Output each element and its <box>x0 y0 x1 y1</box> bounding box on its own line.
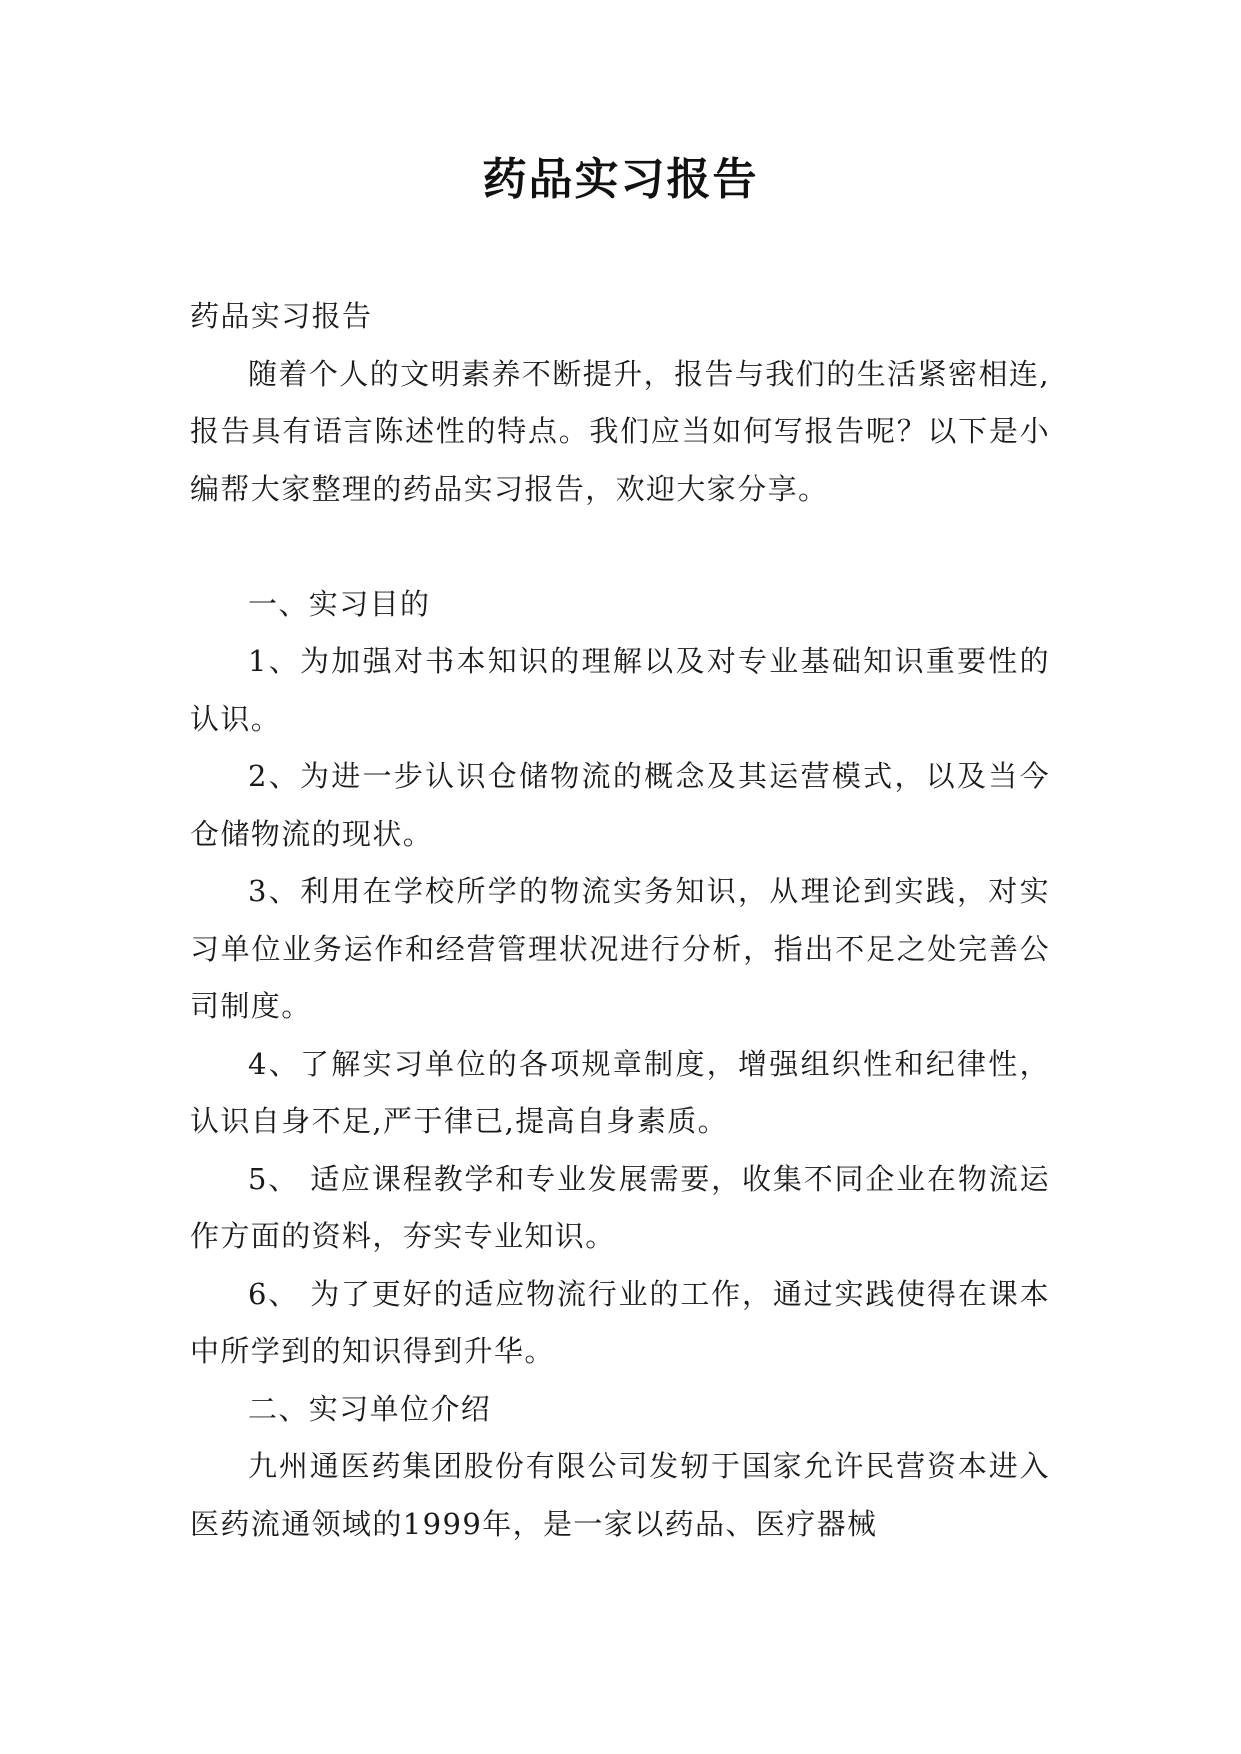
list-item: 3、利用在学校所学的物流实务知识，从理论到实践，对实习单位业务运作和经营管理状况进行分析，指出不足之处完善公司制度。 <box>190 874 1050 1023</box>
section-heading-purpose: 一、实习目的 <box>248 586 431 621</box>
list-item: 5、 适应课程教学和专业发展需要，收集不同企业在物流运作方面的资料，夯实专业知识。 <box>190 1161 1050 1253</box>
document-body <box>190 288 1050 1553</box>
list-item: 1、为加强对书本知识的理解以及对专业基础知识重要性的认识。 <box>190 644 1050 736</box>
paragraph-spacer <box>190 518 1050 576</box>
list-item: 6、 为了更好的适应物流行业的工作，通过实践使得在课本中所学到的知识得到升华。 <box>190 1276 1050 1368</box>
intro-paragraph: 随着个人的文明素养不断提升，报告与我们的生活紧密相连,报告具有语言陈述性的特点。我们应当如何写报告呢？以下是小编帮大家整理的药品实习报告，欢迎大家分享。 <box>190 356 1050 506</box>
section-heading-company: 二、实习单位介绍 <box>248 1391 492 1426</box>
page-title: 药品实习报告 <box>482 154 759 205</box>
subtitle: 药品实习报告 <box>190 299 373 333</box>
company-paragraph: 九州通医药集团股份有限公司发轫于国家允许民营资本进入医药流通领域的1999年，是一家以药品、医疗器械 <box>190 1449 1050 1541</box>
list-item: 2、为进一步认识仓储物流的概念及其运营模式，以及当今仓储物流的现状。 <box>190 759 1050 851</box>
list-item: 4、了解实习单位的各项规章制度，增强组织性和纪律性，认识自身不足,严于律已,提高自身素质。 <box>190 1046 1050 1138</box>
